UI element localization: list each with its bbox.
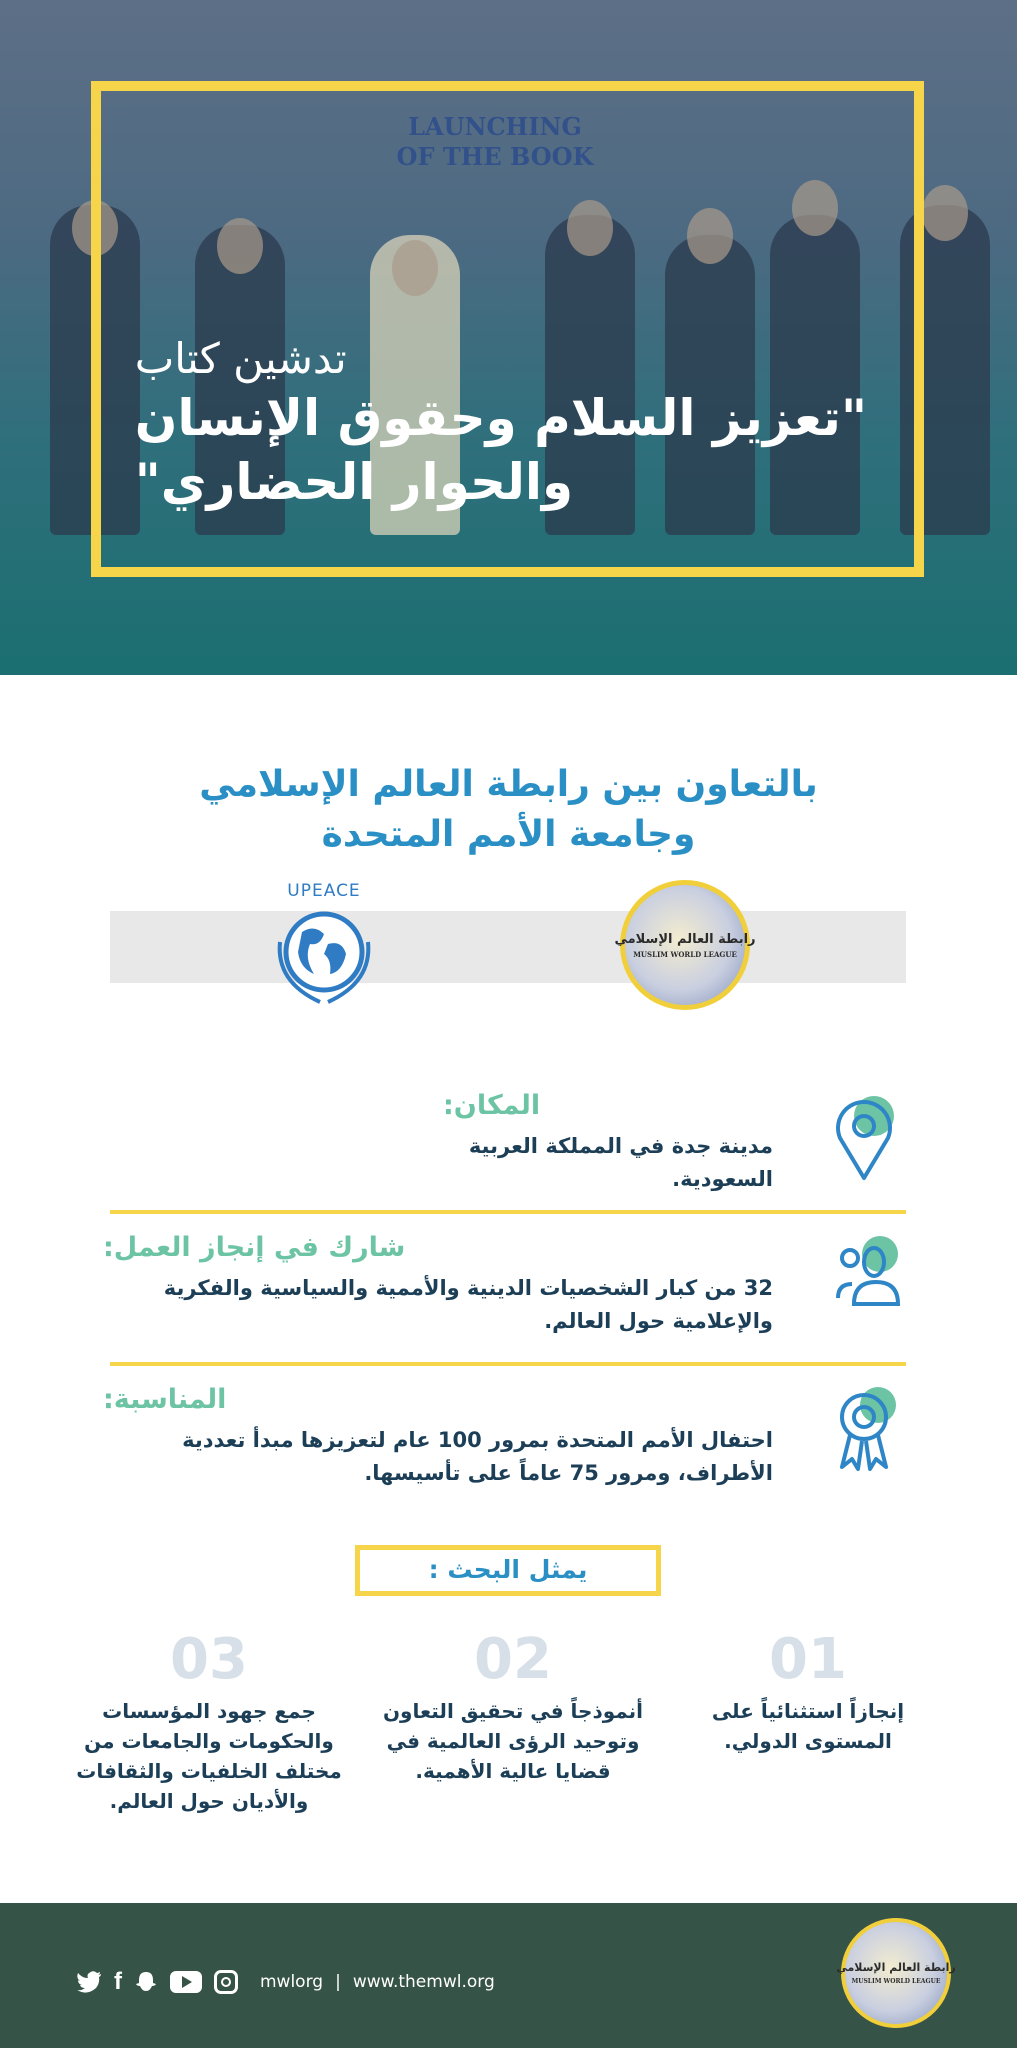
location-pin-icon xyxy=(828,1092,904,1182)
mwl-logo-english: MUSLIM WORLD LEAGUE xyxy=(633,949,737,959)
represents-label: يمثل البحث : xyxy=(355,1545,661,1596)
banner-line: LAUNCHING xyxy=(408,112,582,141)
heading-line: بالتعاون بين رابطة العالم الإسلامي xyxy=(199,764,818,805)
occasion-text: احتفال الأمم المتحدة بمرور 100 عام لتعزيزها مبدأ تعددية الأطراف، ومرور 75 عاماً على تأسيسها. xyxy=(182,1428,773,1485)
mwl-logo-english: MUSLIM WORLD LEAGUE xyxy=(851,1978,941,1985)
people-icon xyxy=(828,1232,904,1322)
occasion-title: المناسبة: xyxy=(103,1384,227,1415)
photo-figure xyxy=(922,185,968,241)
globe-laurel-icon xyxy=(262,902,386,1017)
hero-title-line: "تعزيز السلام وحقوق الإنسان xyxy=(134,389,867,447)
footer-mwl-logo xyxy=(836,1918,956,2028)
instagram-icon[interactable] xyxy=(214,1970,238,1994)
partnership-heading xyxy=(0,760,1017,860)
represents-column xyxy=(74,1628,344,1816)
location-row xyxy=(443,1088,773,1196)
participants-text: 32 من كبار الشخصيات الدينية والأممية والسياسية والفكرية والإعلامية حول العالم. xyxy=(163,1276,773,1333)
represents-column xyxy=(378,1628,648,1786)
footer-separator: | xyxy=(335,1972,341,1992)
location-text: مدينة جدة في المملكة العربية السعودية. xyxy=(468,1134,773,1191)
represents-item: جمع جهود المؤسسات والحكومات والجامعات من مختلف الخلفيات والثقافات والأديان حول العالم. xyxy=(76,1699,342,1813)
play-icon xyxy=(182,1976,192,1988)
divider xyxy=(110,1210,906,1214)
banner-line: OF THE BOOK xyxy=(396,142,594,171)
logo-band xyxy=(110,911,906,983)
mwl-logo-arabic: رابطة العالم الإسلامي xyxy=(614,931,756,947)
instagram-lens xyxy=(221,1977,231,1987)
youtube-icon[interactable] xyxy=(170,1971,202,1993)
footer-social-bar xyxy=(76,1966,495,1998)
social-handle[interactable]: mwlorg xyxy=(260,1972,324,1992)
twitter-icon[interactable] xyxy=(76,1971,102,1993)
represents-item: أنموذجاً في تحقيق التعاون وتوحيد الرؤى العالمية في قضايا عالية الأهمية. xyxy=(382,1699,644,1783)
item-number: 03 xyxy=(170,1627,248,1692)
location-title: المكان: xyxy=(443,1090,541,1121)
item-number: 02 xyxy=(474,1627,552,1692)
represents-item: إنجازاً استثنائياً على المستوى الدولي. xyxy=(711,1699,905,1753)
upeace-logo xyxy=(262,880,386,1020)
facebook-icon[interactable]: f xyxy=(114,1968,122,1995)
represents-column xyxy=(673,1628,943,1756)
award-ribbon-icon xyxy=(828,1385,904,1475)
participants-row xyxy=(103,1230,773,1338)
upeace-logo-text: UPEACE xyxy=(287,881,361,901)
hero-title-block xyxy=(135,332,867,514)
mwl-logo-arabic: رابطة العالم الإسلامي xyxy=(836,1961,956,1974)
participants-title: شارك في إنجاز العمل: xyxy=(103,1232,406,1263)
snapchat-icon[interactable] xyxy=(134,1970,158,1994)
website-link[interactable]: www.themwl.org xyxy=(352,1972,495,1992)
item-number: 01 xyxy=(769,1627,847,1692)
hero-subtitle: تدشين كتاب xyxy=(134,334,347,383)
divider xyxy=(110,1362,906,1366)
heading-line: وجامعة الأمم المتحدة xyxy=(321,814,696,855)
occasion-row xyxy=(103,1382,773,1490)
hero-title-line: والحوار الحضاري" xyxy=(134,453,574,511)
mwl-logo xyxy=(614,880,756,1010)
